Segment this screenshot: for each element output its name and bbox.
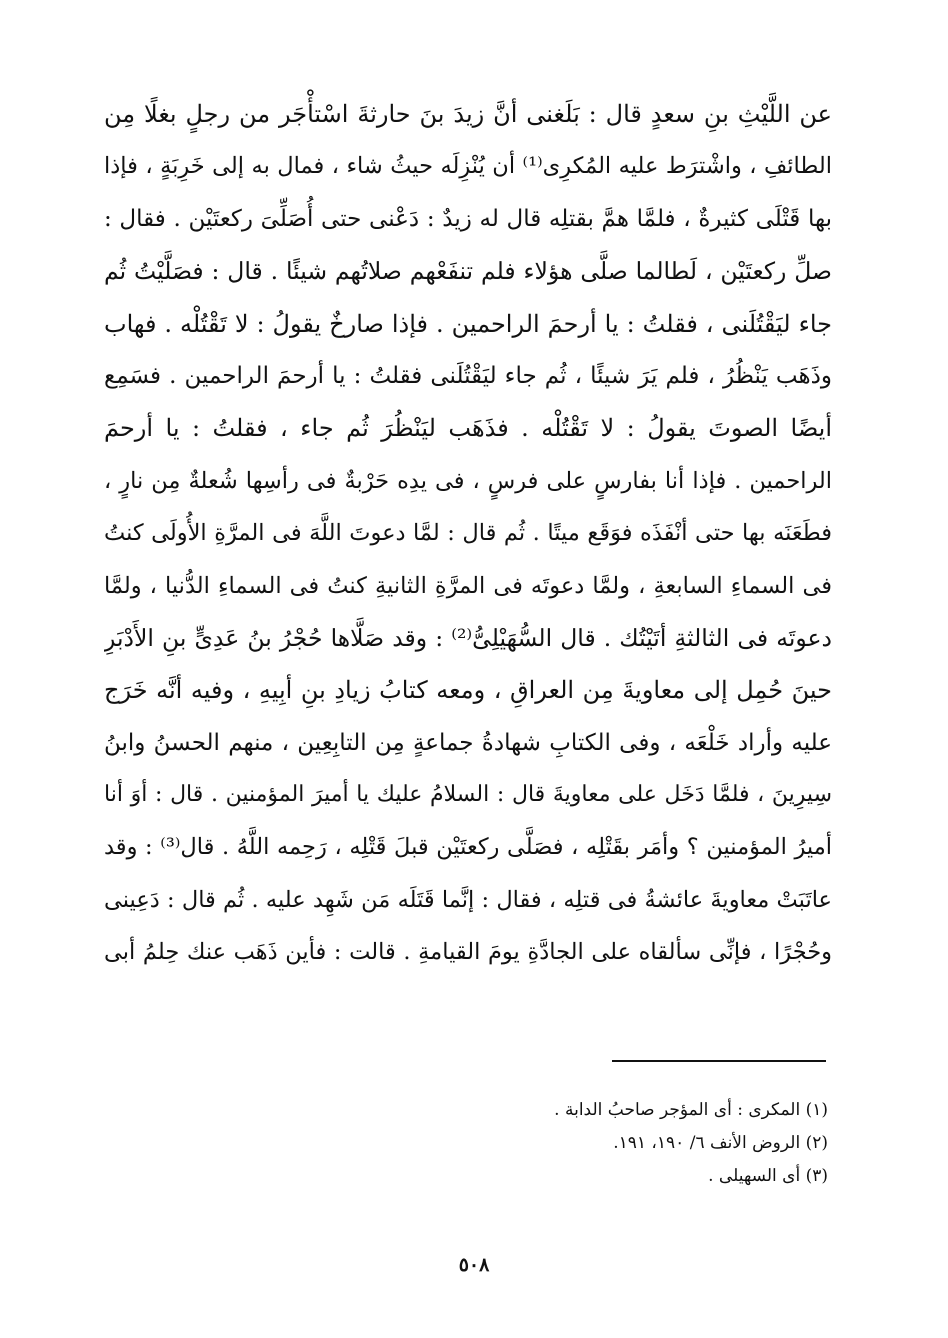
text-line: حينَ حُمِل إلى معاويةَ مِن العراقِ ، ومعه كتابُ زيادِ بنِ أبِيهِ ، وفيه أنَّه خَرَج — [104, 676, 832, 705]
text-line: جاء ليَقْتُلَنى ، فقلتُ : يا أرحمَ الراحمين . فإذا صارخٌ يقولُ : لا تَقْتُلْه . فهاب — [104, 309, 832, 338]
text-line: أميرُ المؤمنين ؟ وأمَر بقَتْلِه ، فصَلَّى ركعتَيْن قبلَ قَتْلِه ، رَحِمه اللَّهُ . قال⁽³⁾ : وقد — [104, 834, 832, 861]
text-line: بها قَتْلَى كثيرةٌ ، فلمَّا همَّ بقتلِه قال له زيدٌ : دَعْنى حتى أُصَلِّىَ ركعتَيْن . فقال : — [104, 205, 832, 232]
text-line: الراحمين . فإذا أنا بفارسٍ على فرسٍ ، فى يدِه حَرْبةٌ فى رأسِها شُعلةٌ مِن نارٍ ، — [104, 467, 832, 494]
text-line: وذَهَب يَنْظُرُ ، فلم يَرَ شيئًا ، ثُم جاء ليَقْتُلَنى فقلتُ : يا أرحمَ الراحمين . فسَمِع — [104, 362, 832, 389]
text-line: صلِّ ركعتَيْن ، لَطالما صلَّى هؤلاء فلم تنفَعْهم صلاتُهم شيئًا . قال : فصَلَّيْتُ ثُم — [104, 257, 832, 286]
text-line: وحُجْرًا ، فإنِّى سألقاه على الجادَّةِ يومَ القيامةِ . قالت : فأين ذَهَب عنك حِلمُ أبى — [104, 939, 832, 966]
footnote-2: (٢) الروض الأنف ٦/ ١٩٠، ١٩١. — [613, 1133, 828, 1153]
text-line: الطائفِ ، واشْترَط عليه المُكرِى⁽¹⁾ أن يُنْزِلَه حيثُ شاء ، فمال به إلى خَرِبَةٍ ، فإذا — [104, 153, 832, 180]
footnote-divider — [612, 1060, 826, 1062]
text-line: عن اللَّيْثِ بنِ سعدٍ قال : بَلَغنى أنَّ زيدَ بنَ حارثةَ اسْتأْجَر من رجلٍ بغلًا مِن — [104, 100, 832, 128]
page-number: ٥٠٨ — [458, 1254, 490, 1276]
text-line: أيضًا الصوتَ يقولُ : لا تَقْتُلْه . فذَهَب ليَنْظُرَ ثُم جاء ، فقلتُ : يا أرحمَ — [104, 414, 832, 443]
text-line: سِيرِينَ ، فلمَّا دَخَل على معاويةَ قال : السلامُ عليك يا أميرَ المؤمنين . قال : أوَ أنا — [104, 782, 832, 808]
footnote-3: (٣) أى السهيلى . — [708, 1166, 828, 1186]
body-text — [104, 88, 832, 979]
footnotes — [300, 1094, 828, 1193]
text-line: فطَعَنَه بها حتى أنْفَذَه فوَقَع ميتًا . ثُم قال : لمَّا دعوتَ اللَّهَ فى المرَّةِ الأُولَى كنتُ — [104, 520, 832, 547]
footnote-1: (١) المكرى : أى المؤجر صاحبُ الدابة . — [554, 1100, 828, 1120]
text-line: عليه وأراد خَلْعَه ، وفى الكتابِ شهادةُ جماعةٍ مِن التابِعِين ، منهم الحسنُ وابنُ — [104, 729, 832, 756]
text-line: فى السماءِ السابعةِ ، ولمَّا دعوتَه فى المرَّةِ الثانيةِ كنتُ فى السماءِ الدُّنيا ، ولمَّا — [104, 572, 832, 599]
text-line: دعوتَه فى الثالثةِ أتَيْتُك . قال السُّهَيْلِىُّ⁽²⁾ : وقد صَلَّاها حُجْرُ بنُ عَدِىٍّ بنِ الأَدْبَرِ — [104, 623, 832, 652]
text-line: عاتَبَتْ معاويةَ عائشةُ فى قتلِه ، فقال : إنَّما قَتَلَه مَن شَهِد عليه . ثُم قال : دَعِينى — [104, 886, 832, 913]
